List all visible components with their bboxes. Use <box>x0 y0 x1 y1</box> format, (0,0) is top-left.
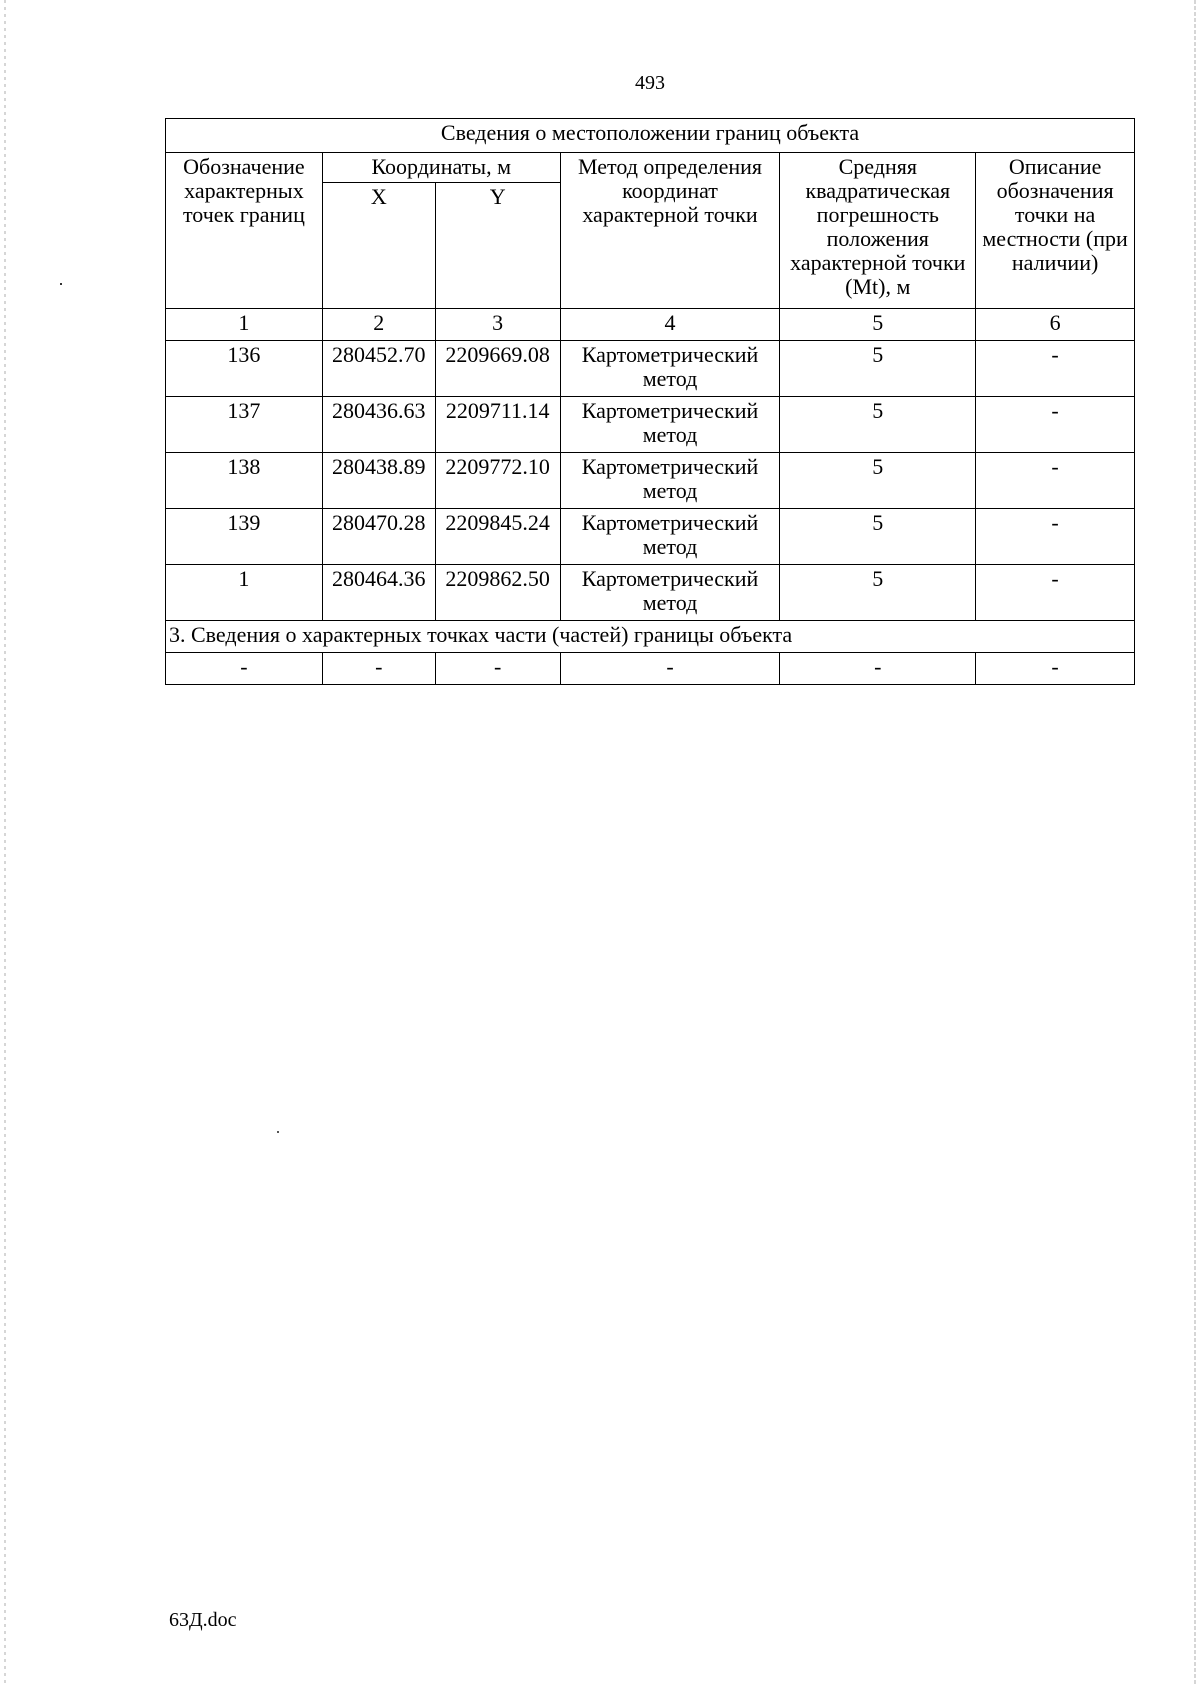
coord-y: 2209845.24 <box>435 509 560 565</box>
footer-filename: 63Д.doc <box>169 1609 237 1631</box>
coord-y: 2209772.10 <box>435 453 560 509</box>
point-id: 1 <box>166 565 323 621</box>
error-value: 5 <box>780 509 976 565</box>
section3-cell: - <box>780 653 976 685</box>
scan-edge-left <box>4 0 6 1686</box>
section3-row <box>166 653 1135 685</box>
header-description: Описание обозначения точки на местности (при наличии) <box>976 153 1135 309</box>
description: - <box>976 453 1135 509</box>
table-title-row <box>166 119 1135 153</box>
column-number: 2 <box>322 309 435 341</box>
error-value: 5 <box>780 565 976 621</box>
table-row <box>166 565 1135 621</box>
table-row <box>166 341 1135 397</box>
error-value: 5 <box>780 341 976 397</box>
point-id: 139 <box>166 509 323 565</box>
column-number: 4 <box>560 309 780 341</box>
error-value: 5 <box>780 397 976 453</box>
coord-y: 2209669.08 <box>435 341 560 397</box>
point-id: 137 <box>166 397 323 453</box>
section3-title: 3. Сведения о характерных точках части (частей) границы объекта <box>166 621 1135 653</box>
error-value: 5 <box>780 453 976 509</box>
description: - <box>976 565 1135 621</box>
header-x: X <box>322 183 435 309</box>
method: Картометрический метод <box>560 509 780 565</box>
column-number: 1 <box>166 309 323 341</box>
coord-x: 280470.28 <box>322 509 435 565</box>
coord-y: 2209862.50 <box>435 565 560 621</box>
description: - <box>976 341 1135 397</box>
coord-y: 2209711.14 <box>435 397 560 453</box>
section3-cell: - <box>976 653 1135 685</box>
column-number: 3 <box>435 309 560 341</box>
point-id: 138 <box>166 453 323 509</box>
page-number: 493 <box>635 72 665 94</box>
coord-x: 280464.36 <box>322 565 435 621</box>
section3-cell: - <box>560 653 780 685</box>
table-row <box>166 397 1135 453</box>
header-coordinates: Координаты, м <box>322 153 560 183</box>
header-error: Средняя квадратическая погрешность положения характерной точки (Mt), м <box>780 153 976 309</box>
section3-cell: - <box>166 653 323 685</box>
point-id: 136 <box>166 341 323 397</box>
table-title: Сведения о местоположении границ объекта <box>166 119 1135 153</box>
column-numbers-row <box>166 309 1135 341</box>
coord-x: 280452.70 <box>322 341 435 397</box>
column-number: 5 <box>780 309 976 341</box>
column-number: 6 <box>976 309 1135 341</box>
coord-x: 280438.89 <box>322 453 435 509</box>
method: Картометрический метод <box>560 565 780 621</box>
section3-cell: - <box>322 653 435 685</box>
scan-speck <box>60 283 62 285</box>
table-row <box>166 453 1135 509</box>
table-row <box>166 509 1135 565</box>
header-y: Y <box>435 183 560 309</box>
method: Картометрический метод <box>560 453 780 509</box>
method: Картометрический метод <box>560 397 780 453</box>
section3-title-row <box>166 621 1135 653</box>
header-method: Метод определения координат характерной точки <box>560 153 780 309</box>
scan-speck <box>277 1131 279 1133</box>
section3-cell: - <box>435 653 560 685</box>
coord-x: 280436.63 <box>322 397 435 453</box>
description: - <box>976 397 1135 453</box>
description: - <box>976 509 1135 565</box>
method: Картометрический метод <box>560 341 780 397</box>
scan-edge-right <box>1194 0 1196 1686</box>
boundary-coordinates-table <box>165 118 1135 685</box>
header-row-1 <box>166 153 1135 183</box>
header-designation: Обозначение характерных точек границ <box>166 153 323 309</box>
